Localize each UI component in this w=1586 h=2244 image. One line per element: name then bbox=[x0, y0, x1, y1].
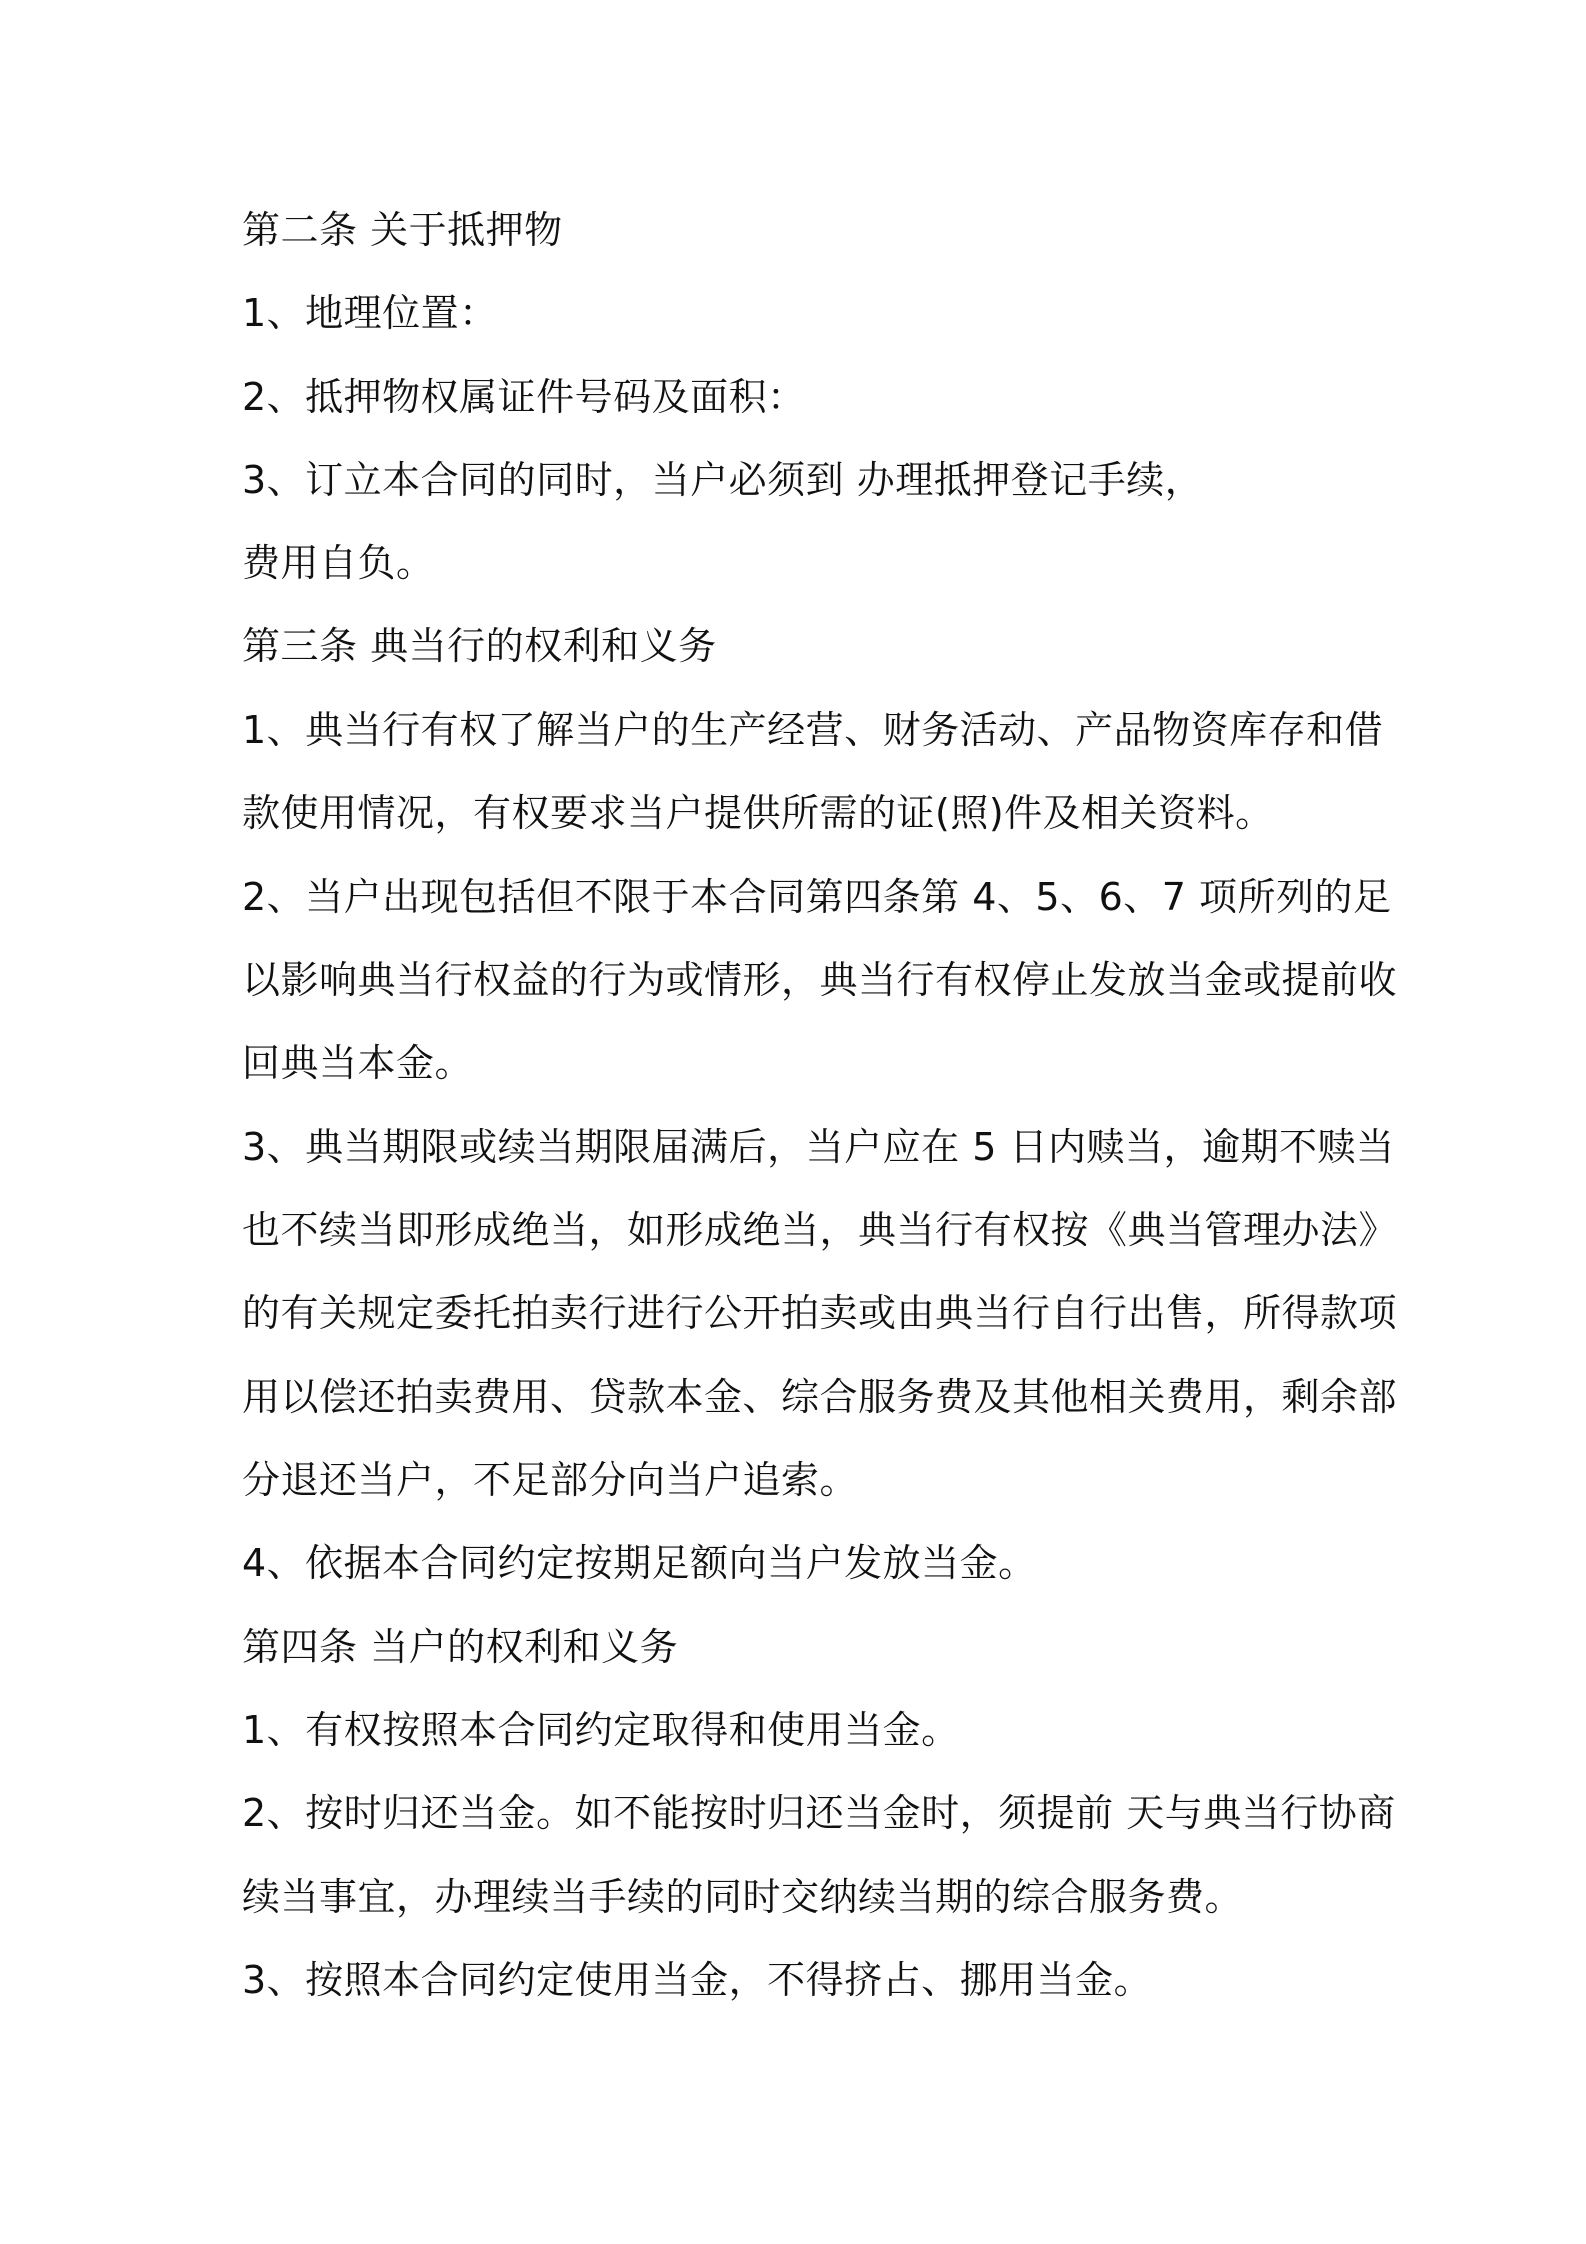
section-4-heading: 第四条 当户的权利和义务 bbox=[242, 1625, 679, 1669]
section-3-item-4: 4、依据本合同约定按期足额向当户发放当金。 bbox=[242, 1541, 1037, 1585]
section-3-item-1-cont: 款使用情况，有权要求当户提供所需的证(照)件及相关资料。 bbox=[242, 791, 1274, 835]
section-3-item-3-cont-2: 的有关规定委托拍卖行进行公开拍卖或由典当行自行出售，所得款项 bbox=[242, 1291, 1398, 1335]
section-3-item-2-cont-2: 回典当本金。 bbox=[242, 1041, 474, 1085]
section-3-heading: 第三条 典当行的权利和义务 bbox=[242, 624, 717, 668]
section-3-item-3: 3、典当期限或续当期限届满后，当户应在 5 日内赎当，逾期不赎当 bbox=[242, 1125, 1395, 1169]
section-2-item-3-cont: 费用自负。 bbox=[242, 541, 435, 585]
section-4-item-2: 2、按时归还当金。如不能按时归还当金时，须提前 天与典当行协商 bbox=[242, 1791, 1396, 1835]
section-3-item-3-cont-4: 分退还当户，不足部分向当户追索。 bbox=[242, 1458, 859, 1502]
section-4-item-2-cont: 续当事宜，办理续当手续的同时交纳续当期的综合服务费。 bbox=[242, 1875, 1244, 1919]
section-3-item-1: 1、典当行有权了解当户的生产经营、财务活动、产品物资库存和借 bbox=[242, 708, 1384, 752]
section-2-heading: 第二条 关于抵押物 bbox=[242, 208, 563, 252]
section-2-item-3: 3、订立本合同的同时，当户必须到 办理抵押登记手续， bbox=[242, 458, 1204, 502]
section-4-item-3: 3、按照本合同约定使用当金，不得挤占、挪用当金。 bbox=[242, 1958, 1153, 2002]
section-2-item-2: 2、抵押物权属证件号码及面积： bbox=[242, 375, 806, 419]
section-3-item-3-cont-3: 用以偿还拍卖费用、贷款本金、综合服务费及其他相关费用，剩余部 bbox=[242, 1375, 1398, 1419]
section-4-item-1: 1、有权按照本合同约定取得和使用当金。 bbox=[242, 1708, 960, 1752]
section-3-item-2: 2、当户出现包括但不限于本合同第四条第 4、5、6、7 项所列的足 bbox=[242, 875, 1392, 919]
section-3-item-2-cont: 以影响典当行权益的行为或情形，典当行有权停止发放当金或提前收 bbox=[242, 958, 1398, 1002]
section-3-item-3-cont: 也不续当即形成绝当，如形成绝当，典当行有权按《典当管理办法》 bbox=[242, 1208, 1398, 1252]
section-2-item-1: 1、地理位置： bbox=[242, 291, 498, 335]
